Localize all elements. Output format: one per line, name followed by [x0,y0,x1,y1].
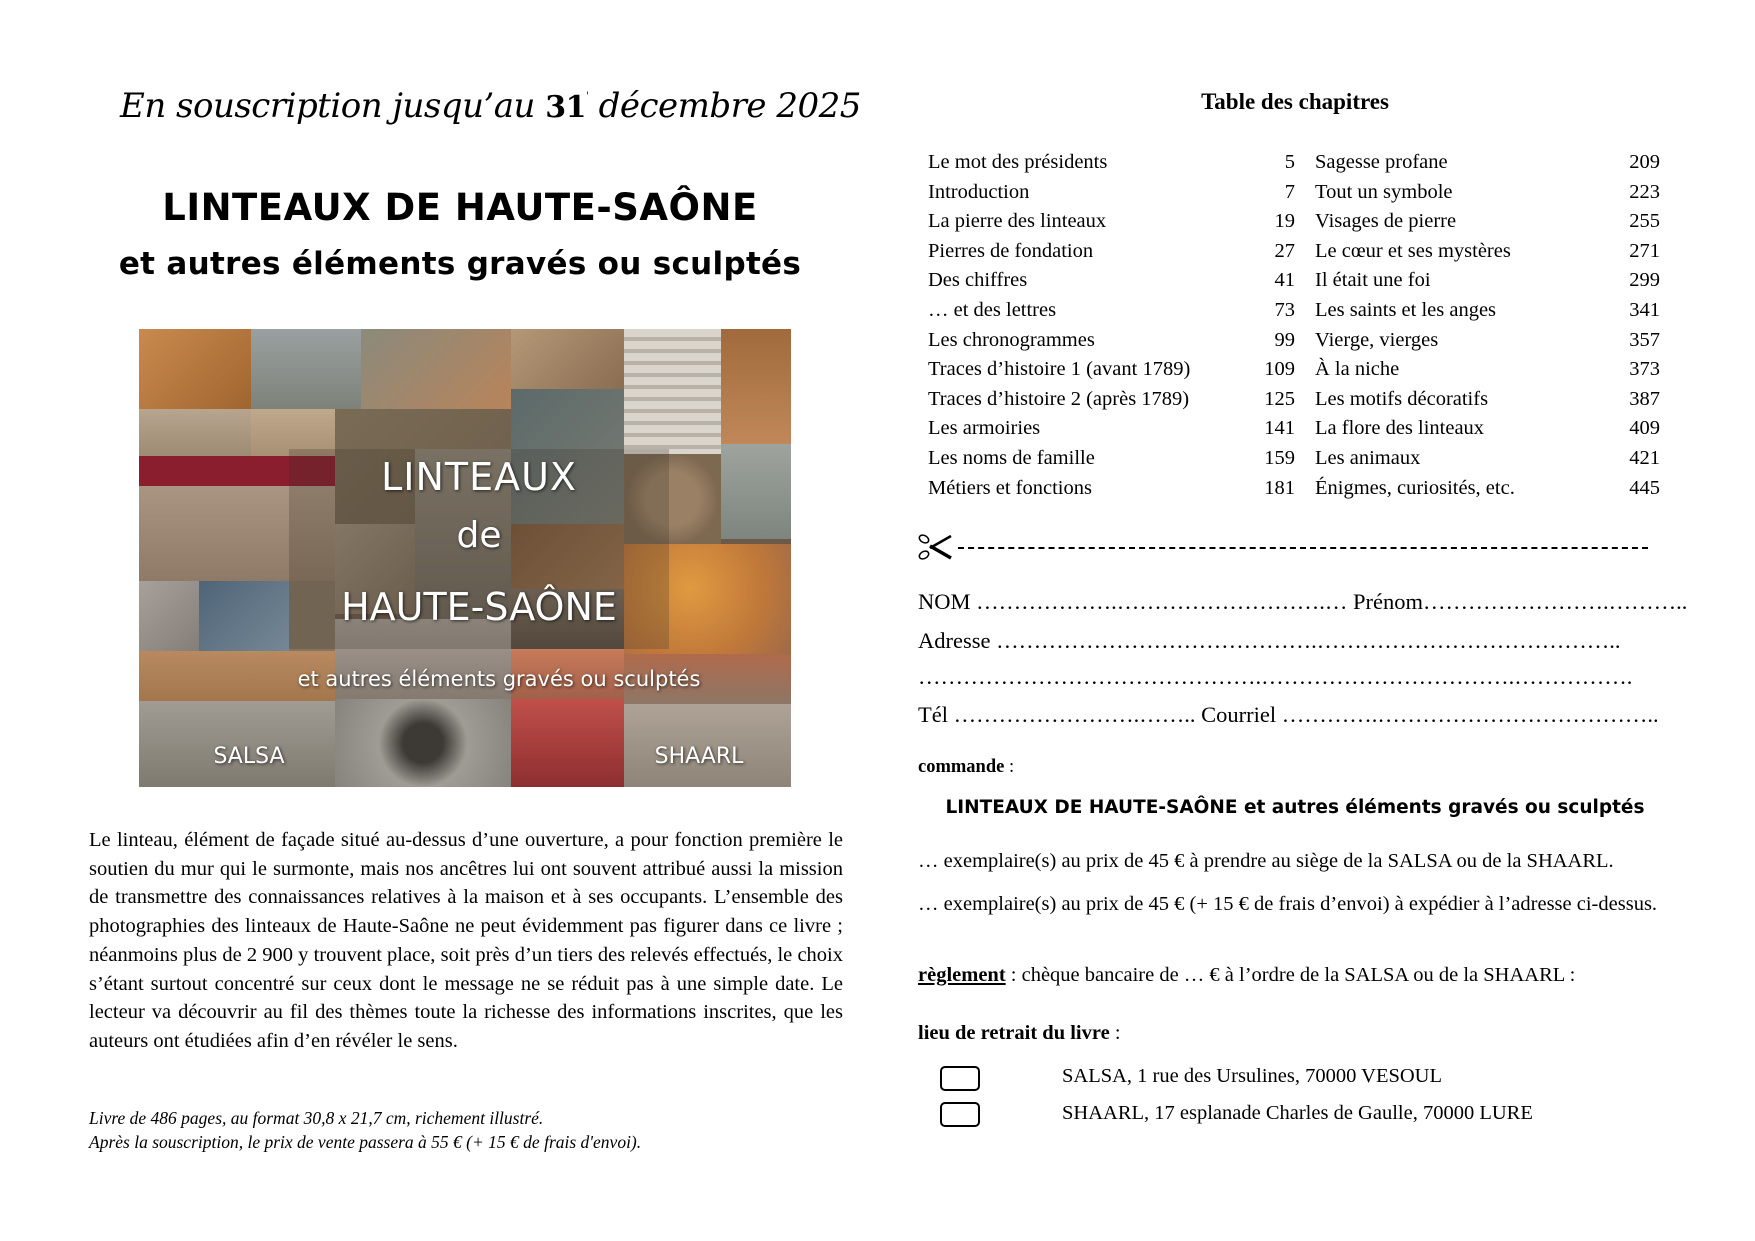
pickup-salsa-label: SALSA, 1 rue des Ursulines, 70000 VESOUL [1062,1065,1443,1087]
tel-field[interactable]: …………………….…….. [953,702,1196,727]
adresse-field[interactable]: …………………………………….………………………………….. [996,628,1621,653]
toc-page: 181 [1264,476,1295,499]
toc-chapter: Des chiffres [928,269,1028,292]
toc-chapter: Traces d’histoire 2 (après 1789) [928,387,1190,410]
toc-page: 5 [1284,151,1295,173]
toc-page: 421 [1629,446,1660,469]
prenom-field[interactable]: …………………….……….. [1423,589,1688,614]
toc-page: 445 [1629,476,1660,499]
toc-chapter: Les animaux [1315,446,1421,469]
toc-chapter: Les saints et les anges [1315,298,1497,321]
toc-page: 7 [1284,180,1295,203]
toc-chapter: Visages de pierre [1315,210,1457,233]
toc-chapter: Il était une foi [1315,269,1431,292]
toc-chapter: Les motifs décoratifs [1315,387,1489,410]
pickup-shaarl-checkbox[interactable] [940,1102,980,1127]
order-label: commande [918,757,1005,777]
dashed-cut-line [958,547,1648,549]
pickup-heading [918,1022,1121,1045]
toc-row [928,237,1660,267]
book-description: Le linteau, élément de façade situé au-dessus d’une ouverture, a pour fonction première le soutien du mur qui le surmonte, mais nos ancêtres lui ont souvent attribué aussi la mission de transmettre des connaissances relatives à la maison et à ses occupants. L’ensemble des photographies des linteaux de Haute-Saône ne peut évidemment pas figurer dans ce livre ; néanmoins plus de 2 900 y trouvent place, soit près d’un tiers des relevés effectués, le choix s’étant surtout concentré sur ceux dont le message ne se réduit pas à une simple date. Le lecteur va découvrir au fil des thèmes toute la richesse des informations inscrites, que les auteurs ont étudiées afin d’en révéler le sens. [89,829,843,1052]
toc-chapter: Sagesse profane [1315,151,1448,173]
toc-row [928,148,1660,178]
subscription-day: 31 [545,90,587,125]
pickup-salsa-checkbox[interactable] [940,1066,980,1091]
name-row [918,589,1687,615]
toc-chapter: À la niche [1315,358,1400,381]
pickup-label: lieu de retrait du livre [918,1022,1110,1044]
book-info [89,1106,849,1154]
toc-chapter: Le cœur et ses mystères [1315,239,1511,262]
address-row [918,628,1620,654]
toc-page: 271 [1629,239,1660,262]
toc-row [928,474,1660,504]
cover-collage-image [139,329,791,787]
pickup-label-suffix: : [1109,1022,1121,1044]
address-row-2 [918,664,1632,690]
prenom-label: Prénom [1353,589,1424,614]
toc-chapter: Pierres de fondation [928,239,1094,262]
toc-chapter: Introduction [928,180,1030,203]
toc-row [928,178,1660,208]
toc-page: 255 [1629,210,1660,233]
order-option-pickup[interactable]: … exemplaire(s) au prix de 45 € à prendre au siège de la SALSA ou de la SHAARL. [918,850,1614,872]
toc-page: 125 [1264,387,1295,410]
toc-title: Table des chapitres [1201,89,1389,114]
toc-row [928,444,1660,474]
book-title: LINTEAUX DE HAUTE-SAÔNE [162,186,758,229]
cover-tagline: et autres éléments gravés ou sculptés [297,667,701,691]
pickup-shaarl-label: SHAARL, 17 esplanade Charles de Gaulle, 70000 LURE [1062,1102,1533,1124]
cover-publisher-salsa: SALSA [213,744,285,769]
toc-page: 19 [1274,210,1295,233]
toc-page: 357 [1629,328,1660,351]
toc-chapter: Énigmes, curiosités, etc. [1315,476,1515,499]
toc-page: 41 [1274,269,1295,292]
toc-chapter: … et des lettres [928,298,1057,321]
tel-label: Tél [918,702,948,727]
order-heading [918,757,1014,778]
toc-row [928,326,1660,356]
payment-label: règlement [918,964,1006,986]
toc-chapter: Tout un symbole [1315,180,1453,203]
subscription-suffix: décembre 2025 [598,86,861,126]
toc-chapter: Vierge, vierges [1315,328,1439,351]
toc-row [928,296,1660,326]
order-book-title: LINTEAUX DE HAUTE-SAÔNE et autres éléments gravés ou sculptés [945,797,1645,818]
order-option-ship[interactable]: … exemplaire(s) au prix de 45 € (+ 15 € de frais d’envoi) à expédier à l’adresse ci-dessus. [918,893,1658,915]
toc-page: 99 [1274,328,1295,351]
nom-field[interactable]: ……………….……………………….… [976,589,1348,614]
contact-row [918,702,1659,728]
toc-chapter: Le mot des présidents [928,151,1108,173]
toc-chapter: Les chronogrammes [928,328,1095,351]
toc-page: 409 [1629,417,1660,440]
cover-title-line3: HAUTE-SAÔNE [341,585,617,629]
nom-label: NOM [918,589,971,614]
toc-page: 209 [1629,151,1660,173]
cover-publisher-shaarl: SHAARL [654,744,744,769]
adresse-field-2[interactable]: ……………………………………….…………………………….……………. [918,664,1633,689]
toc-chapter: Traces d’histoire 1 (avant 1789) [928,358,1191,381]
toc-row [928,355,1660,385]
toc-page: 341 [1629,298,1660,321]
toc-page: 159 [1264,446,1295,469]
courriel-field[interactable]: ………….……………………………….. [1281,702,1659,727]
subscription-day-mark: ' [586,91,589,102]
toc-chapter: Métiers et fonctions [928,476,1092,499]
table-of-contents [928,148,1660,503]
adresse-label: Adresse [918,628,991,653]
toc-chapter: La flore des linteaux [1315,417,1485,440]
toc-page: 387 [1629,387,1660,410]
toc-page: 73 [1274,298,1295,321]
courriel-label: Courriel [1201,702,1277,727]
scissors-icon [918,534,952,560]
payment-text: : chèque bancaire de … € à l’ordre de la SALSA ou de la SHAARL : [1005,964,1576,986]
book-subtitle: et autres éléments gravés ou sculptés [118,246,802,282]
cut-line [918,532,1648,562]
toc-chapter: Les armoiries [928,417,1041,440]
toc-row [928,266,1660,296]
subscription-deadline [120,86,861,126]
toc-page: 141 [1264,417,1295,440]
cover-title-line1: LINTEAUX [381,455,577,499]
toc-page: 109 [1264,358,1295,381]
cover-title-line2: de [456,515,502,556]
toc-row [928,385,1660,415]
toc-chapter: La pierre des linteaux [928,210,1107,233]
subscription-prefix: En souscription jusqu’au [120,86,535,126]
toc-row [928,414,1660,444]
toc-page: 373 [1629,358,1660,381]
order-label-suffix: : [1004,757,1015,777]
toc-chapter: Les noms de famille [928,446,1095,469]
toc-page: 27 [1274,239,1295,262]
toc-page: 299 [1629,269,1660,292]
toc-row [928,207,1660,237]
book-info-price-after: Après la souscription, le prix de vente passera à 55 € (+ 15 € de frais d'envoi). [89,1132,642,1152]
toc-page: 223 [1629,180,1660,203]
book-info-format: Livre de 486 pages, au format 30,8 x 21,7 cm, richement illustré. [89,1108,544,1128]
payment-line [918,964,1575,987]
